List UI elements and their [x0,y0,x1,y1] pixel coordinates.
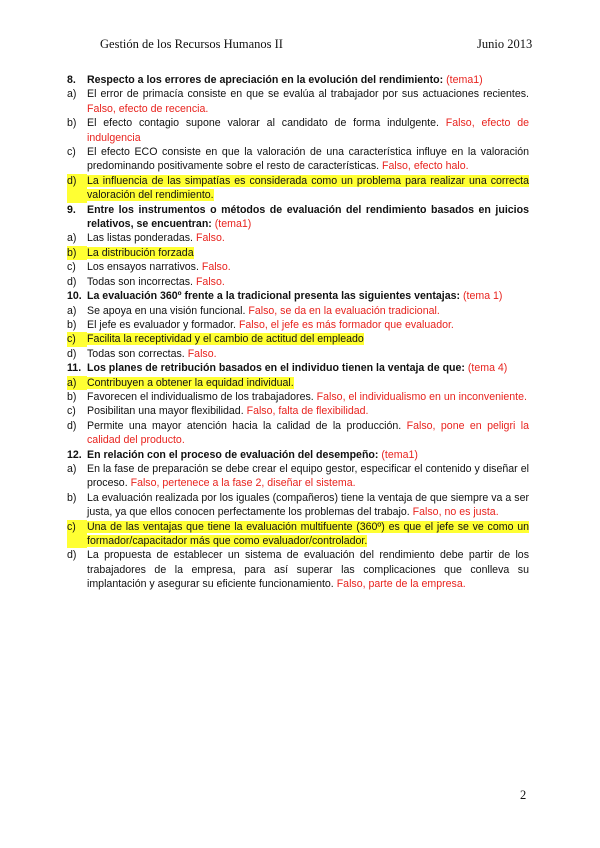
question-stem: Los planes de retribución basados en el individuo tienen la ventaja de que: [87,362,465,375]
option-statement: Permite una mayor atención hacia la calidad de la producción. [87,419,402,432]
option-statement: El efecto ECO consiste en que la valoración de una característica influye en la valoración predominando positivamente sobre el resto de características. [87,146,529,173]
option-statement: El jefe es evaluador y formador. [87,318,236,331]
question-stem: La evaluación 360º frente a la tradicional presenta las siguientes ventajas: [87,290,461,303]
answer-option [67,116,529,145]
answer-option-correct [67,376,529,390]
question [67,448,529,462]
option-text [87,304,529,318]
correction-note: Falso, pone en peligri la calidad del producto. [87,419,529,447]
option-letter: b) [67,491,77,504]
header-course-title: Gestión de los Recursos Humanos II [100,37,283,51]
question-text [87,73,529,87]
answer-option [67,275,529,289]
question [67,73,529,87]
option-text [87,275,529,289]
option-statement: Todas son incorrectas. [87,275,193,288]
option-letter: d) [67,347,77,360]
question-text [87,448,529,462]
answer-option [67,304,529,318]
question-number: 10. [67,290,82,303]
answer-option [67,462,529,491]
correction-note: Falso, parte de la empresa. [336,578,466,591]
option-letter: b) [67,318,77,331]
answer-option [67,491,529,520]
option-text [87,332,529,346]
question-topic: (tema1) [446,74,483,86]
option-letter: a) [67,376,87,390]
option-letter: c) [67,261,76,274]
option-letter: a) [67,88,77,101]
option-statement: La distribución forzada [87,246,194,259]
answer-option-correct [67,174,529,203]
question-topic: (tema1) [381,448,418,461]
option-text [87,376,529,390]
correction-note: Falso, falta de flexibilidad. [246,405,369,418]
exam-content [67,73,529,592]
option-statement: Una de las ventajas que tiene la evaluación multifuente (360º) es que el jefe se ve como un formador/capacitador más que como evaluador/controlador. [87,520,529,547]
option-text [87,548,529,591]
answer-option [67,231,529,245]
question-topic: (tema1) [214,218,252,231]
option-text [87,116,529,145]
question-number: 11. [67,362,82,375]
option-text [87,462,529,491]
option-text [87,87,529,116]
correction-note: Falso. [195,232,225,245]
option-letter: a) [67,462,77,475]
option-letter: b) [67,117,77,130]
option-text [87,347,529,361]
answer-option [67,390,529,404]
option-text [87,318,529,332]
question-stem: Respecto a los errores de apreciación en la evolución del rendimiento: [87,74,444,86]
answer-option [67,419,529,448]
question [67,361,529,375]
option-letter: c) [67,520,87,549]
option-letter: c) [67,332,87,346]
correction-note: Falso, efecto de recencia. [87,102,209,115]
option-statement: Se apoya en una visión funcional. [87,304,246,317]
page-number: 2 [520,788,527,802]
option-text [87,174,529,203]
question-stem: En relación con el proceso de evaluación del desempeño: [87,448,379,461]
correction-note: Falso, se da en la evaluación tradicional. [248,304,440,317]
question [67,203,529,232]
correction-note: Falso. [201,261,231,274]
option-statement: Los ensayos narrativos. [87,261,199,274]
option-text [87,520,529,549]
option-statement: El efecto contagio supone valorar al candidato de forma indulgente. [87,117,439,130]
answer-option [67,347,529,361]
answer-option [67,87,529,116]
question-number: 9. [67,203,76,216]
answer-option [67,548,529,591]
option-statement: Favorecen el individualismo de los trabajadores. [87,390,314,403]
option-letter: d) [67,275,77,288]
option-letter: d) [67,549,77,562]
option-letter: a) [67,232,77,245]
question-topic: (tema 1) [463,290,503,303]
option-letter: a) [67,304,77,317]
question [67,289,529,303]
option-letter: c) [67,405,76,418]
question-text [87,289,529,303]
option-statement: La propuesta de establecer un sistema de evaluación del rendimiento debe partir de los trabajadores de la empresa, para así superar las complicaciones que conlleva su implantación y asegurar su eficiente funcionamiento. [87,549,529,591]
option-text [87,145,529,174]
correction-note: Falso, no es justa. [412,506,499,519]
option-text [87,491,529,520]
option-text [87,260,529,274]
option-letter: b) [67,246,87,260]
correction-note: Falso, pertenece a la fase 2, diseñar el sistema. [130,477,356,490]
correction-note: Falso, el jefe es más formador que evaluador. [238,318,454,331]
option-text [87,419,529,448]
header-date: Junio 2013 [477,37,533,51]
question-number: 8. [67,74,76,86]
answer-option [67,145,529,174]
question-text [87,203,529,232]
option-letter: b) [67,390,77,403]
correction-note: Falso, efecto halo. [382,160,469,173]
option-text [87,390,529,404]
option-statement: Facilita la receptividad y el cambio de actitud del empleado [87,333,364,346]
correction-note: Falso. [195,275,225,288]
option-statement: El error de primacía consiste en que se evalúa al trabajador por sus actuaciones recientes. [87,88,529,101]
option-letter: d) [67,174,87,203]
question-topic: (tema 4) [467,362,508,375]
answer-option [67,404,529,418]
option-letter: d) [67,419,77,432]
option-statement: La influencia de las simpatías es considerada como un problema para realizar una correcta valoración del rendimiento. [87,174,529,202]
option-statement: Posibilitan una mayor flexibilidad. [87,405,244,418]
option-statement: Todas son correctas. [87,347,185,360]
question-number: 12. [67,448,82,461]
answer-option-correct [67,332,529,346]
option-statement: En la fase de preparación se debe crear el equipo gestor, especificar el contenido y diseñar el proceso. [87,462,529,490]
option-statement: Las listas ponderadas. [87,232,194,245]
option-text [87,404,529,418]
option-letter: c) [67,146,76,159]
correction-note: Falso, efecto de indulgencia [87,117,529,144]
correction-note: Falso. [187,347,217,360]
option-statement: Contribuyen a obtener la equidad individual. [87,376,294,389]
answer-option-correct [67,246,529,260]
option-text [87,246,529,260]
answer-option [67,318,529,332]
correction-note: Falso, el individualismo en un inconveniente. [316,390,527,403]
option-text [87,231,529,245]
question-stem: Entre los instrumentos o métodos de evaluación del rendimiento basados en juicios relativos, se encuentran: [87,203,529,231]
answer-option-correct [67,520,529,549]
question-text [87,361,529,375]
option-statement: La evaluación realizada por los iguales (compañeros) tiene la ventaja de que siempre va a ser justa, ya que ellos conocen perfectamente los problemas del trabajo. [87,491,529,519]
answer-option [67,260,529,274]
